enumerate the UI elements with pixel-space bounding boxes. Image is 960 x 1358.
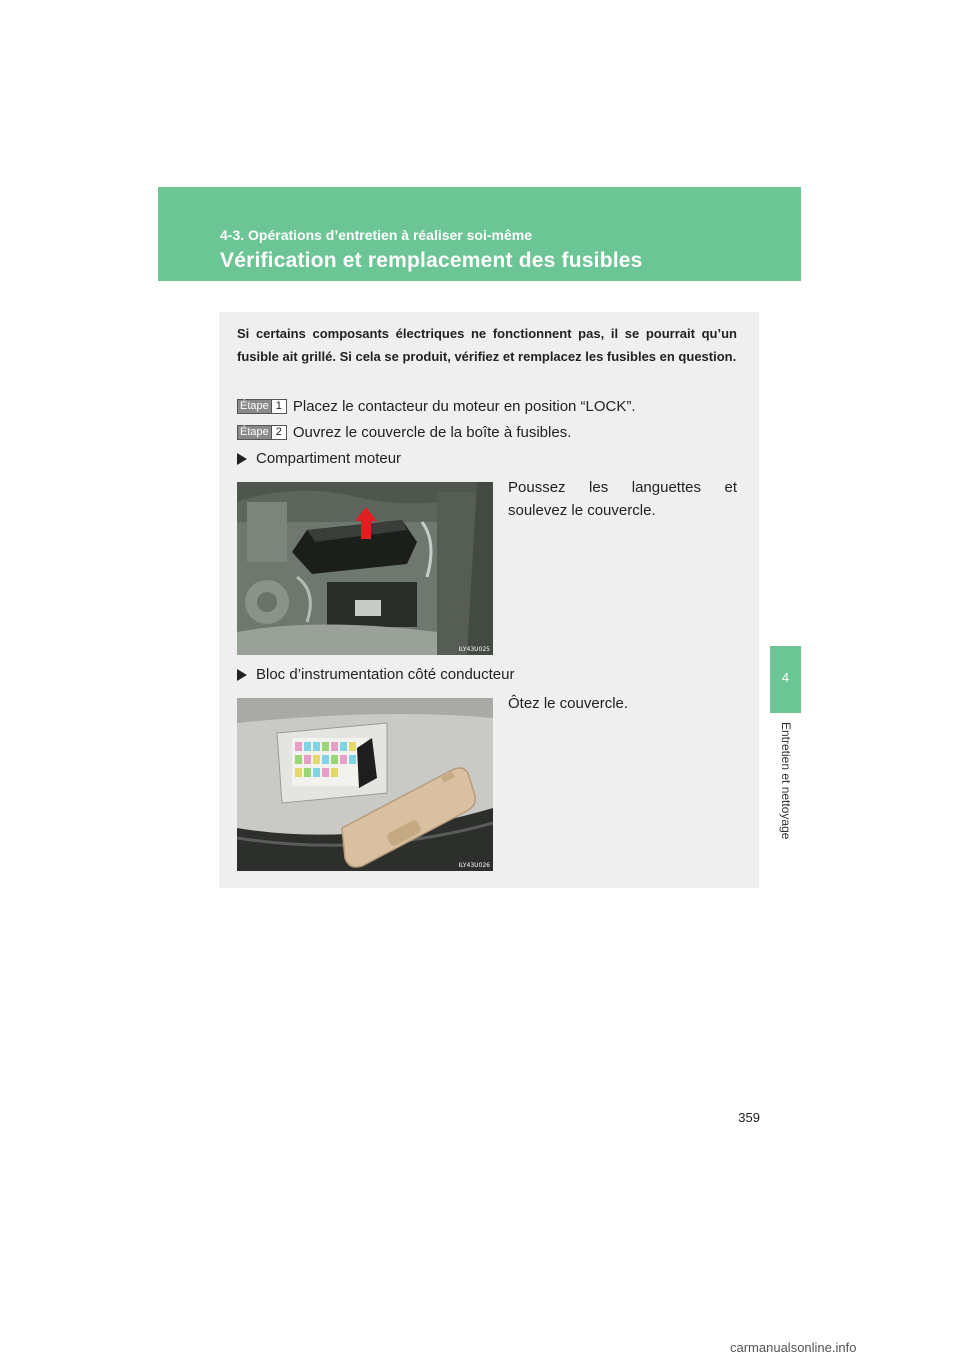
chapter-side-label-text: Entretien et nettoyage	[779, 722, 793, 840]
dashboard-description: Ôtez le couvercle.	[508, 695, 629, 712]
content-panel	[219, 312, 759, 888]
triangle-bullet-icon	[237, 453, 247, 465]
image-code: ILY43U025	[458, 646, 490, 653]
fuse-box-illustration	[237, 698, 493, 871]
section-heading-text: Compartiment moteur	[256, 450, 402, 467]
section-heading-dashboard	[237, 666, 514, 683]
engine-compartment-illustration	[237, 482, 493, 655]
chapter-number: 4	[781, 670, 790, 685]
chapter-header	[158, 187, 801, 281]
step-badge	[237, 399, 287, 414]
step-badge-number: 2	[271, 426, 286, 439]
chapter-tab[interactable]	[770, 646, 801, 713]
step-1	[237, 398, 636, 415]
section-heading-text: Bloc d’instrumentation côté conducteur	[256, 666, 515, 683]
step-badge	[237, 425, 287, 440]
engine-compartment-photo	[237, 482, 493, 655]
instrument-panel-photo	[237, 698, 493, 871]
step-text: Placez le contacteur du moteur en position “LOCK”.	[292, 398, 636, 415]
step-2	[237, 424, 571, 441]
section-heading-engine	[237, 450, 401, 467]
step-badge-word: Étape	[240, 426, 269, 438]
page-title: Vérification et remplacement des fusibles	[220, 249, 643, 272]
engine-description: Poussez les languettes et soulevez le couvercle.	[508, 479, 737, 519]
step-badge-word: Étape	[240, 400, 269, 412]
triangle-bullet-icon	[237, 669, 247, 681]
page-number: 359	[738, 1110, 760, 1125]
intro-text: Si certains composants électriques ne fonctionnent pas, il se pourrait qu’un fusible ait grillé. Si cela se produit, vérifiez et remplacez les fusibles en question.	[237, 326, 737, 364]
section-label: 4-3. Opérations d’entretien à réaliser soi-même	[220, 227, 533, 243]
step-text: Ouvrez le couvercle de la boîte à fusibles.	[292, 424, 572, 441]
watermark: carmanualsonline.info	[730, 1340, 857, 1355]
image-code: ILY43U026	[458, 862, 490, 869]
step-badge-number: 1	[271, 400, 286, 413]
